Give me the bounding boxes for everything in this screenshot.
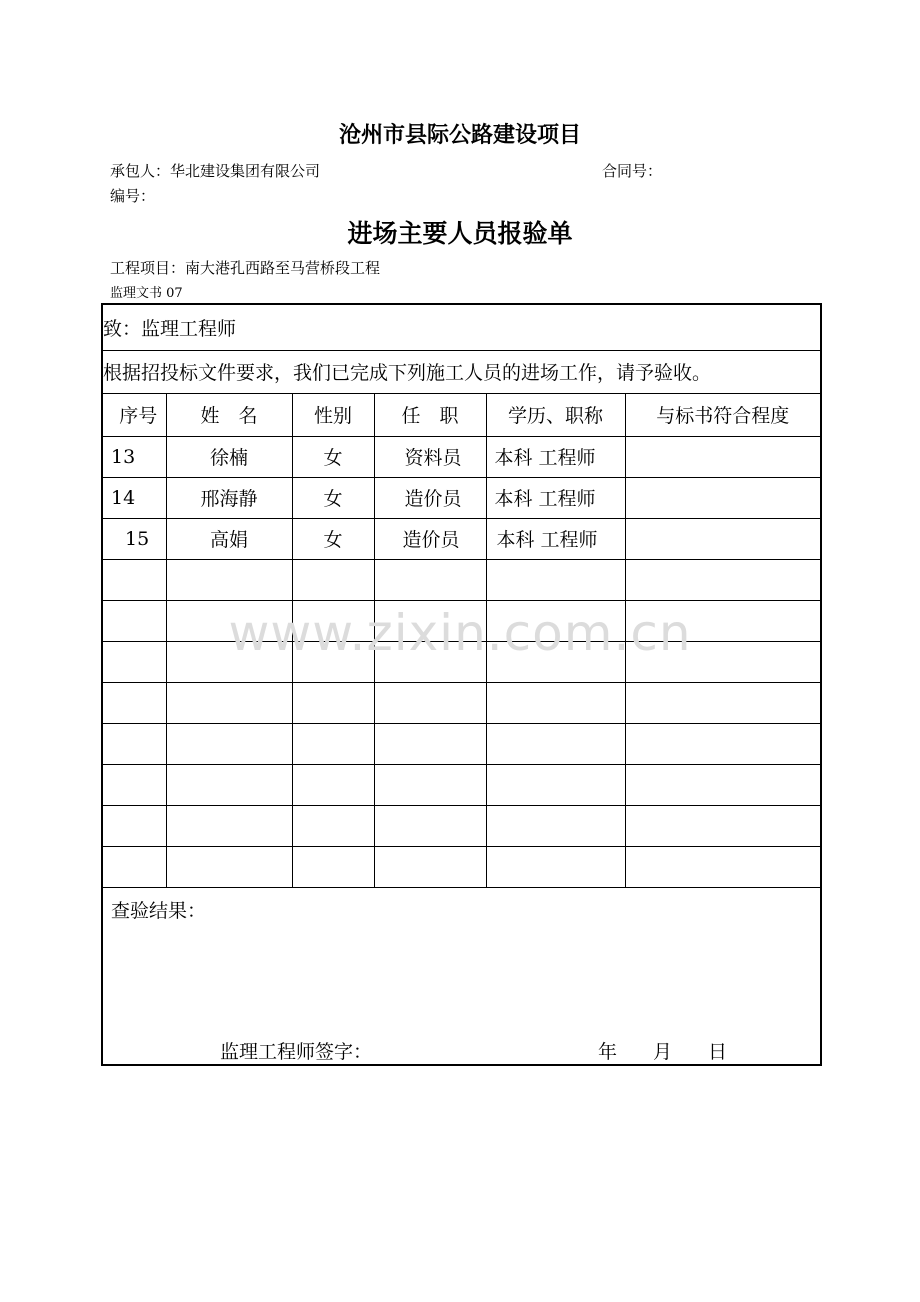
watermark: www.zixin.com.cn: [228, 604, 692, 662]
cell-education: 本科 工程师: [486, 477, 625, 518]
cell-gender: 女: [292, 518, 374, 559]
statement-text: 根据招投标文件要求，我们已完成下列施工人员的进场工作，请予验收。: [102, 350, 821, 393]
cell-position: 资料员: [374, 436, 486, 477]
header-name: 姓 名: [166, 393, 292, 436]
cell-index: 14: [102, 477, 166, 518]
date-day-label: 日: [708, 1040, 728, 1063]
cell-position: 造价员: [374, 477, 486, 518]
cell-position: 造价员: [374, 518, 486, 559]
empty-row: [102, 805, 821, 846]
cell-name: 高娟: [166, 518, 292, 559]
addressee-row: [102, 304, 821, 350]
empty-row: [102, 559, 821, 600]
cell-compliance: [625, 518, 821, 559]
table-row: [102, 518, 821, 559]
date-year-label: 年: [598, 1040, 618, 1063]
statement-row: [102, 350, 821, 393]
result-label: 查验结果：: [111, 899, 207, 922]
signature-label: 监理工程师签字：: [220, 1040, 373, 1063]
header-row: [102, 393, 821, 436]
header-gender: 性别: [292, 393, 374, 436]
header-compliance: 与标书符合程度: [625, 393, 821, 436]
header-index: 序号: [102, 393, 166, 436]
cell-compliance: [625, 436, 821, 477]
project-label: 工程项目：南大港孔西路至马营桥段工程: [110, 259, 381, 277]
cell-index: 13: [102, 436, 166, 477]
project-title: 沧州市县际公路建设项目: [338, 123, 581, 148]
cell-education: 本科 工程师: [486, 518, 625, 559]
result-cell: [102, 887, 821, 1065]
cell-compliance: [625, 477, 821, 518]
header-position: 任 职: [374, 393, 486, 436]
table-row: [102, 477, 821, 518]
cell-index: 15: [102, 518, 166, 559]
empty-row: [102, 764, 821, 805]
empty-row: [102, 846, 821, 887]
empty-row: [102, 682, 821, 723]
form-title: 进场主要人员报验单: [347, 219, 573, 248]
addressee-text: 致：监理工程师: [102, 304, 821, 350]
document-code: 监理文书 07: [110, 286, 183, 301]
cell-gender: 女: [292, 436, 374, 477]
cell-education: 本科 工程师: [486, 436, 625, 477]
cell-name: 邢海静: [166, 477, 292, 518]
serial-number-label: 编号：: [110, 187, 156, 205]
contract-number-label: 合同号：: [602, 162, 663, 180]
cell-gender: 女: [292, 477, 374, 518]
contractor-label: 承包人：华北建设集团有限公司: [110, 162, 321, 180]
date-month-label: 月: [653, 1040, 673, 1063]
cell-name: 徐楠: [166, 436, 292, 477]
table-row: [102, 436, 821, 477]
personnel-table: [101, 303, 822, 1066]
header-education: 学历、职称: [486, 393, 625, 436]
result-row: [102, 887, 821, 1065]
empty-row: [102, 723, 821, 764]
